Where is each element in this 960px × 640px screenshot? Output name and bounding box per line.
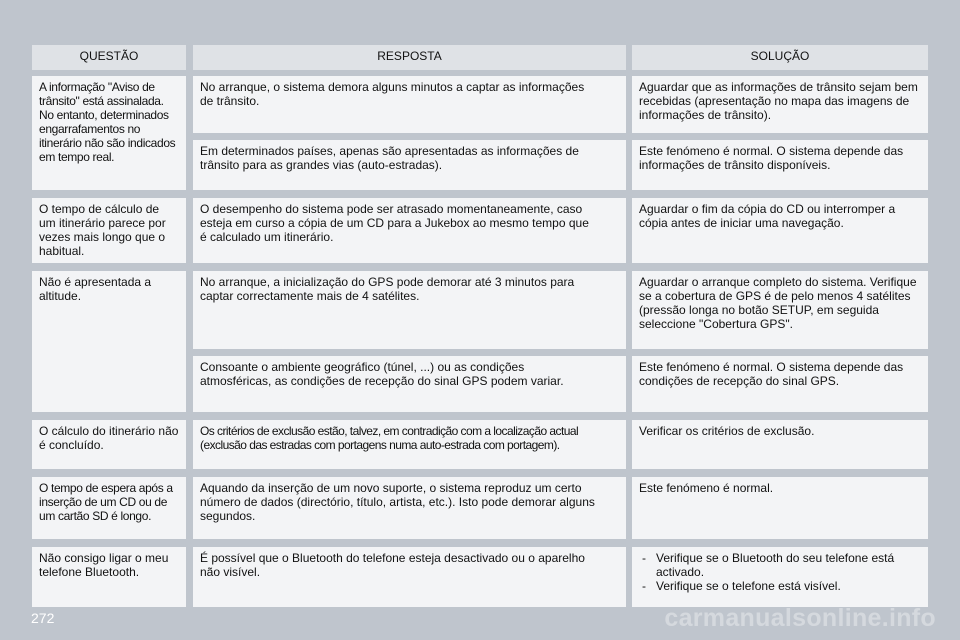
question-media-wait: O tempo de espera após a inserção de um CD ou de um cartão SD é longo. — [32, 477, 186, 539]
header-solution: SOLUÇÃO — [632, 45, 928, 70]
solution-traffic-wait: Aguardar que as informações de trânsito sejam bem recebidas (apresentação no mapa das imagens de informações de trânsito). — [632, 76, 928, 133]
solution-bluetooth — [632, 547, 928, 607]
answer-media-wait: Aquando da inserção de um novo suporte, o sistema reproduz um certo número de dados (directório, título, artista, etc.). Isto pode demorar alguns segundos. — [193, 477, 626, 539]
solution-gps-normal: Este fenómeno é normal. O sistema depende das condições de recepção do sinal GPS. — [632, 356, 928, 412]
header-answer: RESPOSTA — [193, 45, 626, 70]
question-calc-time: O tempo de cálculo de um itinerário parece por vezes mais longo que o habitual. — [32, 198, 186, 263]
list-item: - Verifique se o Bluetooth do seu telefone está activado. — [639, 551, 921, 579]
answer-calc-time: O desempenho do sistema pode ser atrasado momentaneamente, caso esteja em curso a cópia de um CD para a Jukebox ao mesmo tempo que é calculado um itinerário. — [193, 198, 626, 263]
header-question: QUESTÃO — [32, 45, 186, 70]
answer-exclusion-criteria: Os critérios de exclusão estão, talvez, em contradição com a localização actual (exclusão das estradas com portagens numa auto-estrada com portagem). — [193, 420, 626, 469]
solution-media-normal: Este fenómeno é normal. — [632, 477, 928, 539]
solution-gps-wait: Aguardar o arranque completo do sistema. Verifique se a cobertura de GPS é de pelo menos 4 satélites (pressão longa no botão SETUP, em seguida seleccione "Cobertura GPS". — [632, 271, 928, 349]
answer-bluetooth: É possível que o Bluetooth do telefone esteja desactivado ou o aparelho não visível. — [193, 547, 626, 607]
watermark: carmanualsonline.info — [664, 604, 936, 632]
question-traffic-info: A informação "Aviso de trânsito" está assinalada. No entanto, determinados engarrafamentos no itinerário não são indicados em tempo real. — [32, 76, 186, 190]
question-route-incomplete: O cálculo do itinerário não é concluído. — [32, 420, 186, 469]
answer-traffic-countries: Em determinados países, apenas são apresentadas as informações de trânsito para as grandes vias (auto-estradas). — [193, 140, 626, 190]
solution-bluetooth-list — [639, 551, 921, 593]
answer-traffic-startup: No arranque, o sistema demora alguns minutos a captar as informações de trânsito. — [193, 76, 626, 133]
solution-traffic-normal: Este fenómeno é normal. O sistema depende das informações de trânsito disponíveis. — [632, 140, 928, 190]
solution-calc-time: Aguardar o fim da cópia do CD ou interromper a cópia antes de iniciar uma navegação. — [632, 198, 928, 263]
list-item: - Verifique se o telefone está visível. — [639, 579, 921, 593]
page-number: 272 — [31, 610, 55, 626]
question-bluetooth: Não consigo ligar o meu telefone Bluetooth. — [32, 547, 186, 607]
question-altitude: Não é apresentada a altitude. — [32, 271, 186, 412]
answer-gps-init: No arranque, a inicialização do GPS pode demorar até 3 minutos para captar correctamente mais de 4 satélites. — [193, 271, 626, 349]
solution-check-exclusion: Verificar os critérios de exclusão. — [632, 420, 928, 469]
answer-gps-environment: Consoante o ambiente geográfico (túnel, ...) ou as condições atmosféricas, as condições de recepção do sinal GPS podem variar. — [193, 356, 626, 412]
